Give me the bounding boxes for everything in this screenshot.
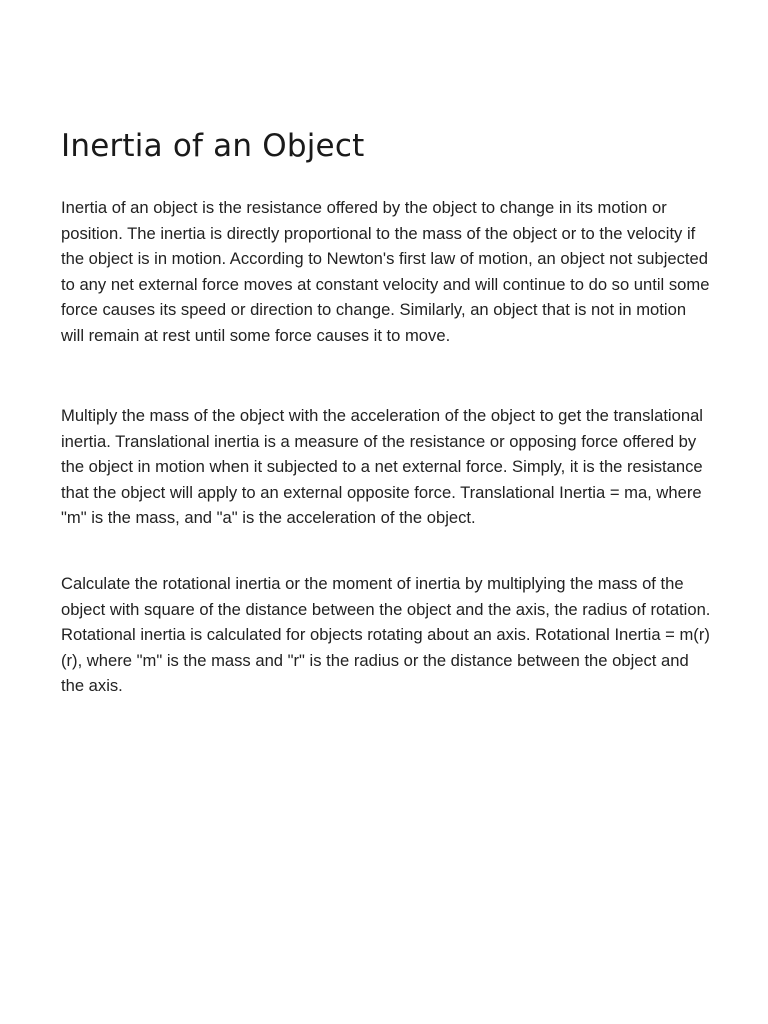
article-title: Inertia of an Object [61,128,365,164]
paragraph-rotational-inertia: Calculate the rotational inertia or the moment of inertia by multiplying the mass of the object with square of the distance between the object and the axis, the radius of rotation. Rotational inertia is calculated for objects rotating about an axis. Rotational Inertia = m(r)(r), where "m" is the mass and "r" is the radius or the distance between the object and the axis. [61,574,711,696]
paragraph-inertia-definition: Inertia of an object is the resistance offered by the object to change in its motion or position. The inertia is directly proportional to the mass of the object or to the velocity if the object is in motion. According to Newton's first law of motion, an object not subjected to any net external force moves at constant velocity and will continue to do so until some force causes its speed or direction to change. Similarly, an object that is not in motion will remain at rest until some force causes it to move. [61,198,710,345]
paragraph-translational-inertia: Multiply the mass of the object with the acceleration of the object to get the translational inertia. Translational inertia is a measure of the resistance or opposing force offered by the object in motion when it subjected to a net external force. Simply, it is the resistance that the object will apply to an external opposite force. Translational Inertia = ma, where "m" is the mass, and "a" is the acceleration of the object. [61,406,703,528]
